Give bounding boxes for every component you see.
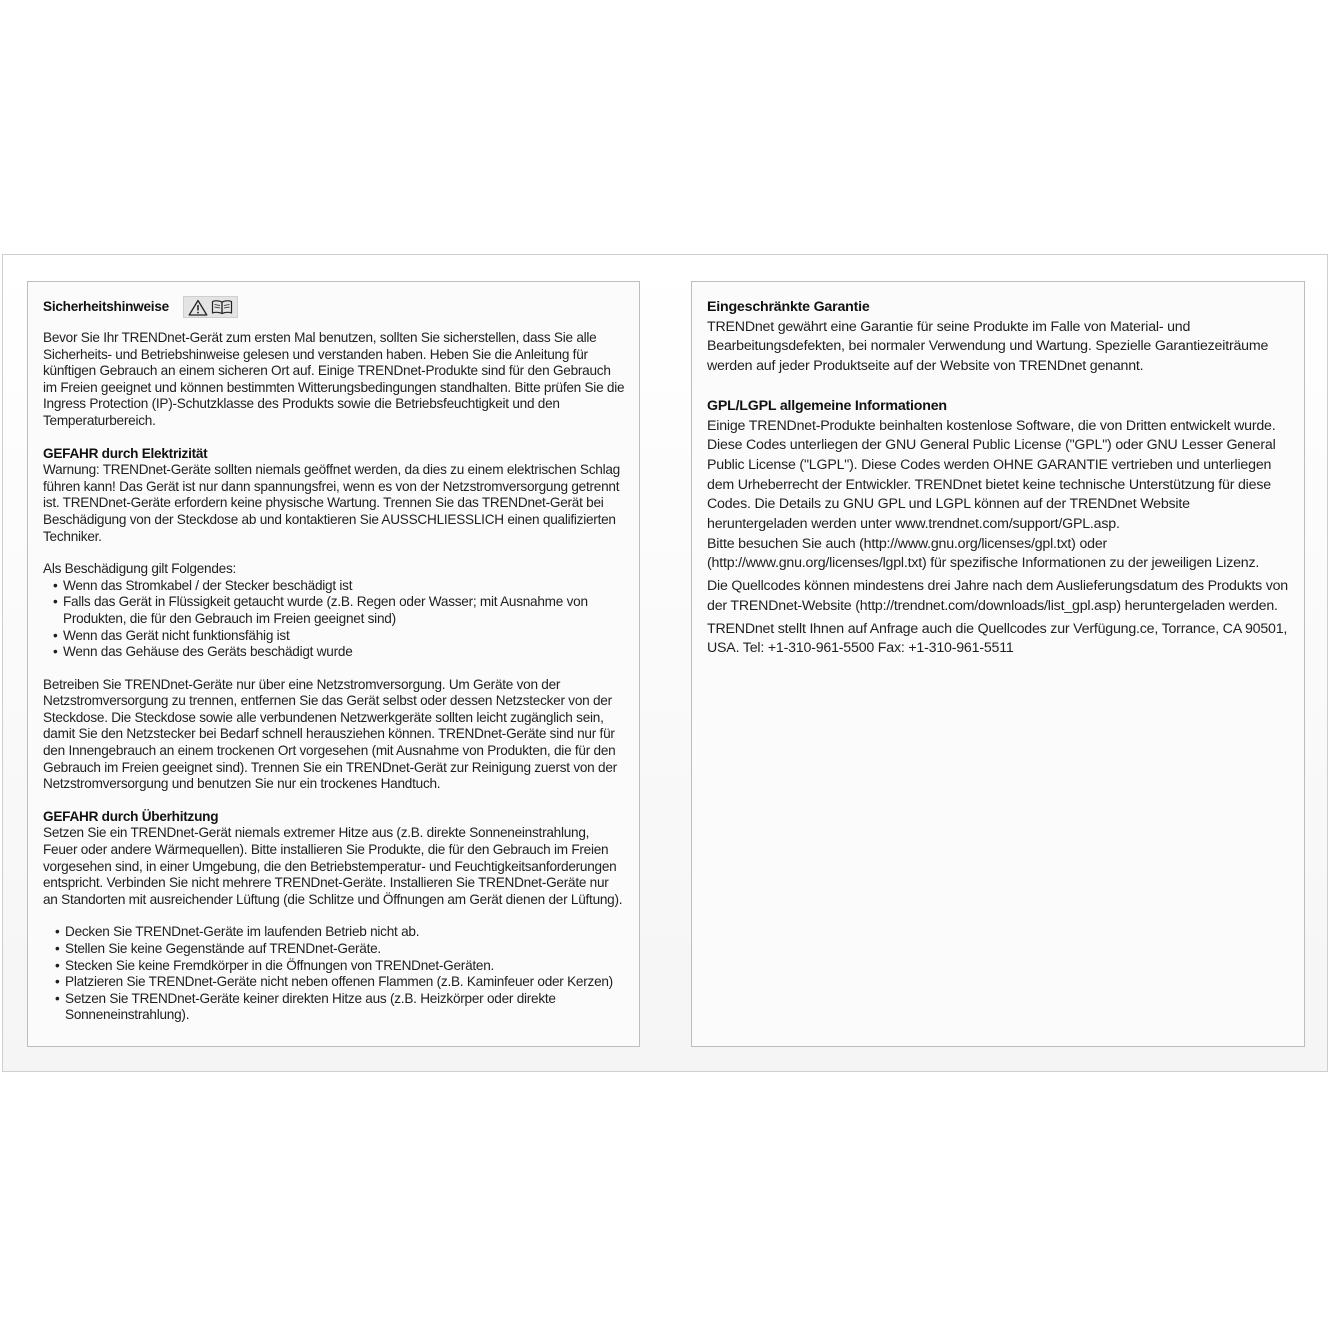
gpl-heading: GPL/LGPL allgemeine Informationen: [707, 397, 947, 414]
heat-text: Setzen Sie ein TRENDnet-Gerät niemals extremer Hitze aus (z.B. direkte Sonneneinstrahlung, Feuer oder andere Wärmequellen). Bitte installieren Sie Produkte, die für den Gebrauch im Freien vorgesehen sind, in einer Umgebung, die den Betriebstemperatur- und Feuchtigkeitsanforderungen entspricht. Verbinden Sie nicht mehrere TRENDnet-Geräte. Installieren Sie TRENDnet-Geräte nur an Standorten mit ausreichender Lüftung (die Schlitze und Öffnungen am Gerät dienen der Lüftung).: [43, 825, 623, 907]
damage-list: [43, 578, 625, 661]
power-text: Betreiben Sie TRENDnet-Geräte nur über eine Netzstromversorgung. Um Geräte von der Netzstromversorgung zu trennen, entfernen Sie das Gerät selbst oder dessen Netzstecker von der Steckdose. Die Steckdose sowie alle verbundenen Netzwerkgeräte sollten leicht zugänglich sein, damit Sie den Netzstecker bei Bedarf schnell herausziehen können. TRENDnet-Geräte sind nur für den Innengebrauch an einem trockenen Ort vorgesehen (mit Ausnahme von Produkten, die für den Gebrauch im Freien geeignet sind). Trennen Sie ein TRENDnet-Gerät zur Reinigung zuerst von der Netzstromversorgung und benutzen Sie nur ein trockenes Handtuch.: [43, 676, 617, 792]
warranty-panel: [691, 281, 1305, 1047]
list-item: • Setzen Sie TRENDnet-Geräte keiner direkten Hitze aus (z.B. Heizkörper oder direkte Sonneneinstrahlung).: [43, 991, 625, 1024]
warranty-text: TRENDnet gewährt eine Garantie für seine Produkte im Falle von Material- und Bearbeitungsdefekten, bei normaler Verwendung und Wartung. Spezielle Garantiezeiträume werden auf jeder Produktseite auf der Website von TRENDnet genannt.: [707, 318, 1269, 375]
electricity-text: Warnung: TRENDnet-Geräte sollten niemals geöffnet werden, da dies zu einem elektrischen Schlag führen kann! Das Gerät ist nur dann spannungsfrei, wenn es von der Netzstromversorgung getrennt ist. TRENDnet-Geräte erfordern keine physische Wartung. Trennen Sie das TRENDnet-Gerät bei Beschädigung von der Steckdose ab und kontaktieren Sie AUSSCHLIESSLICH einen qualifizierten Techniker.: [43, 462, 620, 544]
warranty-heading: Eingeschränkte Garantie: [707, 299, 870, 315]
damage-intro: Als Beschädigung gilt Folgendes:: [43, 561, 237, 577]
gpl-text-1: Einige TRENDnet-Produkte beinhalten kostenlose Software, die von Dritten entwickelt wurde. Diese Codes unterliegen der GNU General Public License ("GPL") oder GNU Lesser General Public License ("LGPL"). Diese Codes werden OHNE GARANTIE vertrieben und unterliegen dem Urheberrecht der Entwickler. TRENDnet bietet keine technische Unterstützung für diese Codes. Die Details zu GNU GPL und LGPL können auf der TRENDnet Website heruntergeladen werden unter www.trendnet.com/support/GPL.asp.: [707, 417, 1276, 533]
gpl-text-3: Die Quellcodes können mindestens drei Jahre nach dem Auslieferungsdatum des Produkts von der TRENDnet-Website (http://trendnet.com/downloads/list_gpl.asp) heruntergeladen werden.: [707, 578, 1288, 614]
safety-title-row: [43, 296, 625, 318]
leaflet-sheet: [2, 254, 1328, 1072]
list-item: • Wenn das Gehäuse des Geräts beschädigt wurde: [43, 644, 625, 661]
electricity-heading: GEFAHR durch Elektrizität: [43, 445, 208, 461]
list-item: • Wenn das Gerät nicht funktionsfähig ist: [43, 628, 625, 645]
open-book-icon: [211, 299, 233, 315]
safety-icons: [183, 296, 238, 318]
list-item: • Stellen Sie keine Gegenstände auf TRENDnet-Geräte.: [43, 941, 625, 958]
gpl-text-4: TRENDnet stellt Ihnen auf Anfrage auch die Quellcodes zur Verfügung.ce, Torrance, CA 90501, USA. Tel: +1-310-961-5500 Fax: +1-310-961-5511: [707, 620, 1288, 657]
list-item: • Falls das Gerät in Flüssigkeit getaucht wurde (z.B. Regen oder Wasser; mit Ausnahme von Produkten, die für den Gebrauch im Freien geeignet sind): [43, 594, 625, 627]
safety-panel: [27, 281, 640, 1047]
safety-intro: Bevor Sie Ihr TRENDnet-Gerät zum ersten Mal benutzen, sollten Sie sicherstellen, dass Sie alle Sicherheits- und Betriebshinweise gelesen und verstanden haben. Heben Sie die Anleitung für künftigen Gebrauch an einem sicheren Ort auf. Einige TRENDnet-Produkte sind für den Gebrauch im Freien geeignet und können bestimmten Witterungsbedingungen standhalten. Bitte prüfen Sie die Ingress Protection (IP)-Schutzklasse des Produkts sowie die Betriebsfeuchtigkeit und den Temperaturbereich.: [43, 330, 625, 428]
warning-triangle-icon: [188, 299, 208, 316]
list-item: • Stecken Sie keine Fremdkörper in die Öffnungen von TRENDnet-Geräten.: [43, 958, 625, 975]
heat-heading: GEFAHR durch Überhitzung: [43, 808, 219, 824]
safety-title: Sicherheitshinweise: [43, 298, 169, 314]
list-item: • Decken Sie TRENDnet-Geräte im laufenden Betrieb nicht ab.: [43, 924, 625, 941]
gpl-text-2: Bitte besuchen Sie auch (http://www.gnu.org/licenses/gpl.txt) oder (http://www.gnu.org/licenses/lgpl.txt) für spezifische Informationen zu der jeweiligen Lizenz.: [707, 535, 1260, 572]
list-item: • Wenn das Stromkabel / der Stecker beschädigt ist: [43, 578, 625, 595]
heat-list: [43, 924, 625, 1024]
list-item: • Platzieren Sie TRENDnet-Geräte nicht neben offenen Flammen (z.B. Kaminfeuer oder Kerzen): [43, 974, 625, 991]
